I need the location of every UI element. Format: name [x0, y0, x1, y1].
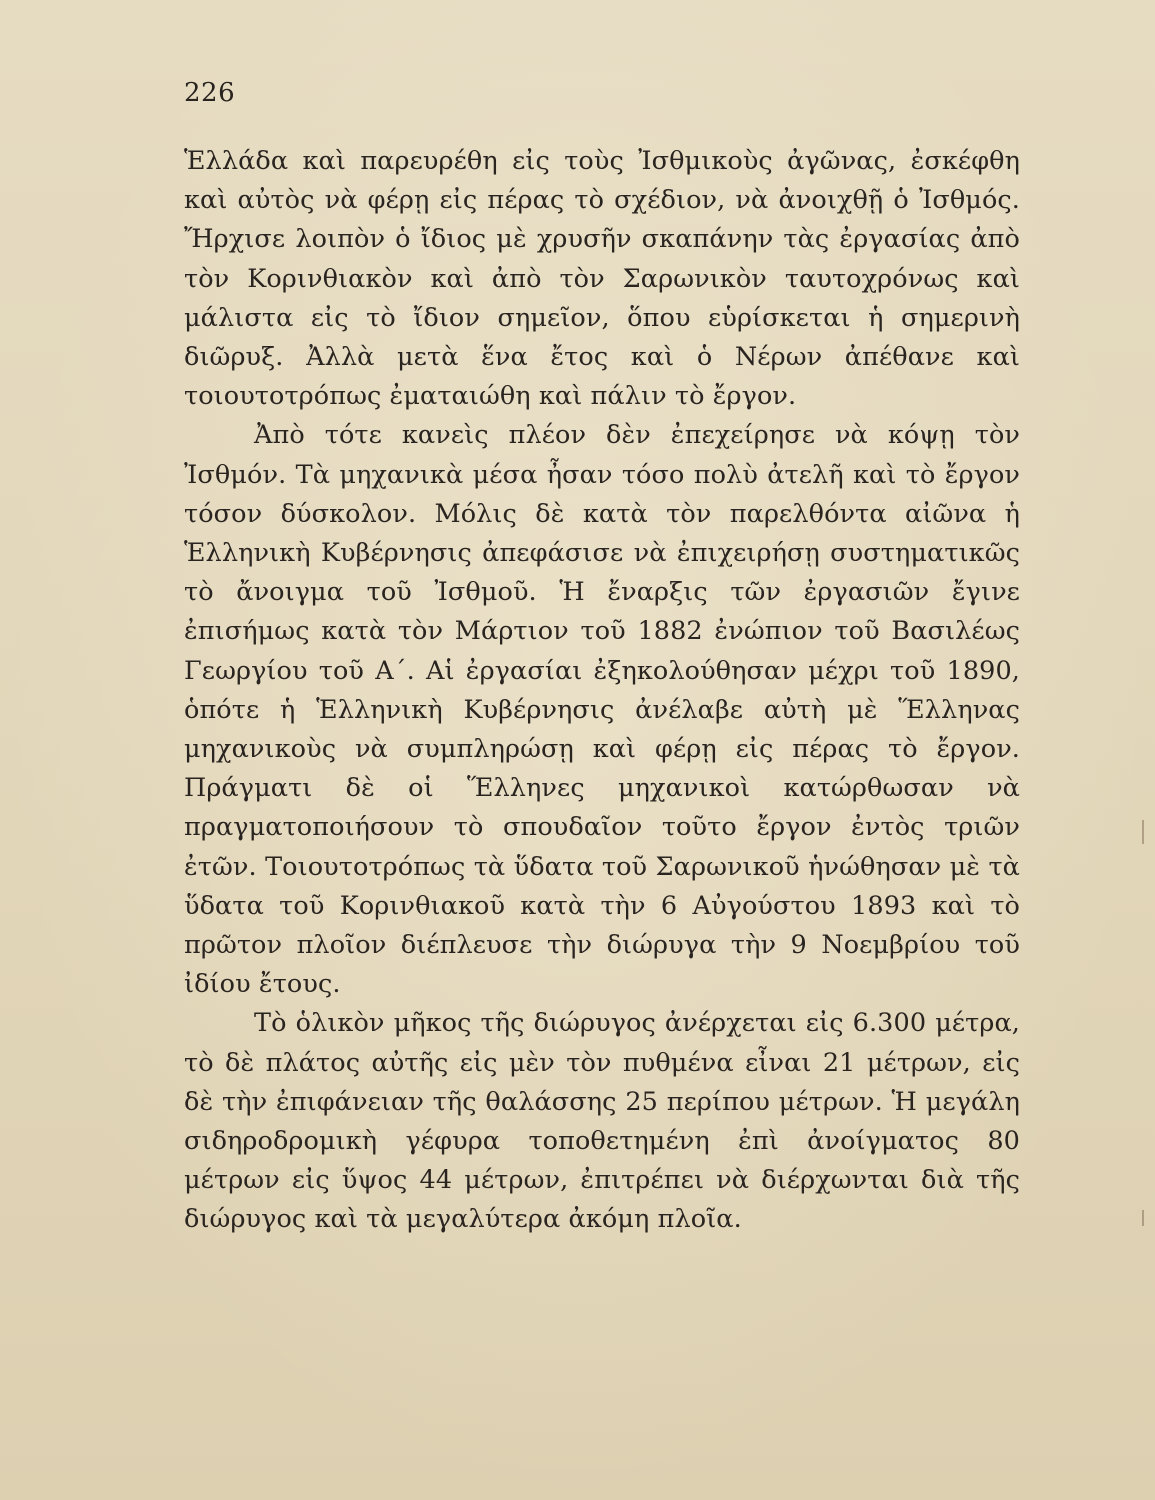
- margin-mark: [1142, 1210, 1144, 1226]
- page-number: 226: [184, 78, 236, 108]
- body-text: [184, 142, 1020, 1240]
- paragraph-2: Ἀπὸ τότε κανεὶς πλέον δὲν ἐπεχείρησε νὰ κόψῃ τὸν Ἰσθμόν. Τὰ μηχανικὰ μέσα ἦσαν τόσο πολὺ ἀτελῆ καὶ τὸ ἔργον τόσον δύσκολον. Μόλις δὲ κατὰ τὸν παρελθόντα αἰῶνα ἡ Ἑλληνικὴ Κυβέρνησις ἀπεφάσισε νὰ ἐπιχειρήσῃ συστηματικῶς τὸ ἄνοιγμα τοῦ Ἰσθμοῦ. Ἡ ἔναρξις τῶν ἐργασιῶν ἔγινε ἐπισήμως κατὰ τὸν Μάρτιον τοῦ 1882 ἐνώπιον τοῦ Βασιλέως Γεωργίου τοῦ Α΄. Αἱ ἐργασίαι ἐξηκολούθησαν μέχρι τοῦ 1890, ὁπότε ἡ Ἑλληνικὴ Κυβέρνησις ἀνέλαβε αὐτὴ μὲ Ἕλληνας μηχανικοὺς νὰ συμπληρώσῃ καὶ φέρῃ εἰς πέρας τὸ ἔργον. Πράγματι δὲ οἱ Ἕλληνες μηχανικοὶ κατώρθωσαν νὰ πραγματοποιήσουν τὸ σπουδαῖον τοῦτο ἔργον ἐντὸς τριῶν ἐτῶν. Τοιουτοτρόπως τὰ ὕδατα τοῦ Σαρωνικοῦ ἡνώθησαν μὲ τὰ ὕδατα τοῦ Κορινθιακοῦ κατὰ τὴν 6 Αὐγούστου 1893 καὶ τὸ πρῶτον πλοῖον διέπλευσε τὴν διώρυγα τὴν 9 Νοεμβρίου τοῦ ἰδίου ἔτους.: [184, 420, 1020, 1000]
- paragraph-3: Τὸ ὁλικὸν μῆκος τῆς διώρυγος ἀνέρχεται εἰς 6.300 μέτρα, τὸ δὲ πλάτος αὐτῆς εἰς μὲν τὸν πυθμένα εἶναι 21 μέτρων, εἰς δὲ τὴν ἐπιφάνειαν τῆς θαλάσσης 25 περίπου μέτρων. Ἡ μεγάλη σιδηροδρομικὴ γέφυρα τοποθετημένη ἐπὶ ἀνοίγματος 80 μέτρων εἰς ὕψος 44 μέτρων, ἐπιτρέπει νὰ διέρχωνται διὰ τῆς διώρυγος καὶ τὰ μεγαλύτερα ἀκόμη πλοῖα.: [184, 1008, 1020, 1235]
- paragraph-1: Ἑλλάδα καὶ παρευρέθη εἰς τοὺς Ἰσθμικοὺς ἀγῶνας, ἐσκέφθη καὶ αὐτὸς νὰ φέρῃ εἰς πέρας τὸ σχέδιον, νὰ ἀνοιχθῇ ὁ Ἰσθμός. Ἤρχισε λοιπὸν ὁ ἴδιος μὲ χρυσῆν σκαπάνην τὰς ἐργασίας ἀπὸ τὸν Κορινθιακὸν καὶ ἀπὸ τὸν Σαρωνικὸν ταυτοχρόνως καὶ μάλιστα εἰς τὸ ἴδιον σημεῖον, ὅπου εὑρίσκεται ἡ σημερινὴ διῶρυξ. Ἀλλὰ μετὰ ἕνα ἔτος καὶ ὁ Νέρων ἀπέθανε καὶ τοιουτοτρόπως ἐματαιώθη καὶ πάλιν τὸ ἔργον.: [184, 146, 1020, 412]
- margin-mark: [1142, 820, 1144, 844]
